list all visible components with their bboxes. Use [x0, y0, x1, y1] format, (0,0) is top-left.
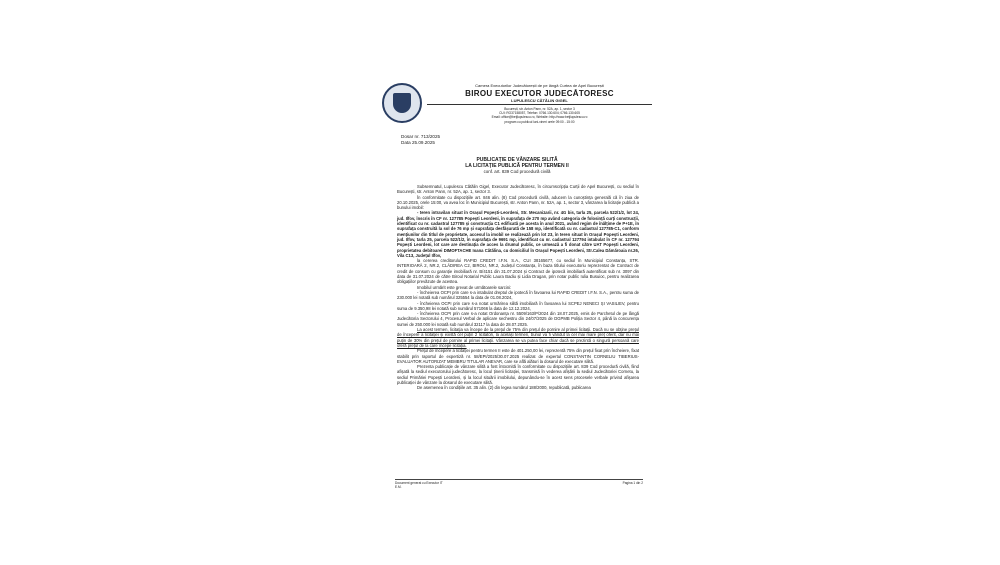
paragraph-auction-terms: La acest termen, licitația va începe de la prețul de 75% din prețul de pornire al primei licitații. Dacă nu se obține prețul de începere a licitației și există cel puțin 2 licitatori, la același termen, bunul va fi vândut la cel mai mare preț oferit, dar nu mai puțin de 30% din prețul de pornire al primei licitații. Vânzarea se va putea face chiar dacă se prezintă o singură persoană care oferă prețul de la care începe licitația.: [397, 327, 639, 348]
address-line: program cu publicul luni-vineri orele 09:00 - 15:00: [504, 119, 575, 124]
paragraph: Imobilul urmărit este grevat de următoarele sarcini:: [417, 284, 512, 290]
paragraph: Prezenta publicație de vânzare silită a fost întocmită în conformitate cu dispozițiile art. 839 Cod procedură civilă, fiind afișată la sediul executorului judecătoresc, la locul ținerii licitației, transmisă în vederea afișării la sediul Judecătoriei Cornetu, la sediul Primăriei Popești Leordeni, și la locul situării imobilului, depunându-se în acest sens procesele verbale privind afișarea publicației de vânzare la dosarul de executare silită.: [397, 364, 639, 385]
header-divider: [427, 104, 652, 105]
footer-divider: [395, 479, 643, 480]
paragraph-property: - teren intravilan situat în Orașul Popești-Leordeni, Str. Mecanizarii, nr. 4G bis, tarla 25, parcela 522/1/2, lot 24, jud. Ilfov, înscris în CF nr. 127785 Popești Leordeni, în suprafața de 270 mp având categoria de folosință curți construcții, identificat cu nr. cadastral 127785 și construcția C1 edificată pe acesta în anul 2021, având regim de înălțime de P+1E, în suprafața construită la sol de 76 mp și suprafața desfășurată de 158 mp, identificată cu nr. cadastral 127785-C1, conform mențiunilor din titlul de proprietate, accesul la imobil se realizează prin lot 23, în teren situat în Orașul Popești Leordeni, jud. Ilfov, tarla 25, parcela 522/1/2, în suprafața de 9691 mp, identificat cu nr. cadastral 127794 intabulat în CF nr. 127794 Popești Leordeni, lot care are destinația de acces la drumul public, ce urmează a fi donat către UAT Popești Leordeni, proprietatea debitoarei DIMOFTACHE Ioana Cătălina, cu domiciliul în Orașul Popești Leordeni, Str.Calea Dămăroaia nr.26, Vila C13, Județul Ilfov,: [397, 210, 639, 258]
paragraph: la cererea creditorului RAPID CREDIT I.F.N. S.A., CUI 38165677, cu sediul în Municipiul Constanța, STR. INTERIOARĂ 2, NR.2, CLĂDIREA C2, BIROU, NR.2, Județul Constanța, în baza titlului executoriu reprezentat de Contract de credit de consum cu garanție imobiliară nr. B/4151 din 31.07.2024 și Contract de ipotecă imobiliară autentificat sub nr. 3097 din data de 31.07.2024 de către Biroul Notarial Public Laura Badiu și Lidia Dragan, prin notar public Iulia Busuioc, pentru realizarea obligațiilor prevăzute de acestea.: [397, 258, 639, 285]
footer-left: [395, 481, 443, 489]
footer-initials: E.M.: [395, 485, 402, 489]
title-line-2: LA LICITAȚIE PUBLICĂ PENTRU TERMEN II: [465, 163, 569, 170]
case-meta: [401, 134, 440, 146]
office-address: [427, 107, 652, 124]
document-body: [397, 184, 639, 391]
paragraph: - încheierea OCPI prin care s-a intabulat dreptul de ipotecă în favoarea lui RAPID CREDIT I.F.N. S.A., pentru suma de 230.000 lei notată sub numărul 325554 la data de 01.08.2024,: [397, 289, 639, 301]
paragraph: De asemenea în condițiile art. 35 alin. (2) din legea numărul 188/2000, republicată, publicarea: [417, 385, 591, 391]
address-line: CUI: RO37158057, Telefon: 0766.130.604; 0766.130.605: [499, 111, 580, 116]
address-line: București, str. Anton Pann, nr. 52A, ap. 1, sector 3: [504, 107, 575, 111]
document-title: [397, 157, 637, 176]
case-date: Data 25.09.2025: [401, 140, 435, 145]
paragraph: Subsemnatul, Lupulescu Cătălin Gigel, Executor Judecătoresc, în circumscripția Curții de Apel București, cu sediul în București, str. Anton Pann, nr. 52A, ap. 1, sector 3.: [397, 184, 639, 195]
document-page: [377, 80, 657, 490]
paragraph: - încheierea OCPI prin care s-a notat Ordonanța nr. 5509/163/P/2024 din 18.07.2025, emis de Parchetul de pe lângă Judecătoria Sectorului 4, Procesul Verbal de aplicare sechestru din 24/07/2025 de DGPMB Poliția Sector 4, până la concurența sumei de 250.000 lei notată sub numărul 32117 la data de 28.07.2025.: [397, 311, 639, 327]
executor-name: LUPULESCU CĂTĂLIN GIGEL: [511, 98, 568, 103]
chamber-name: Camera Executorilor Judecătorești de pe lângă Curtea de Apel București: [475, 83, 604, 88]
paragraph: - încheierea OCPI prin care s-a notat urmărirea silită imobiliară în favoarea lui SCPEJ NENECI ȘI VASILIEV, pentru suma de 9.350,98 lei notată sub numărul 571066 la data de 12.12.2024,: [397, 300, 639, 311]
title-line-1: PUBLICAȚIE DE VÂNZARE SILITĂ: [476, 157, 558, 163]
footer-generator: Document generat cu Executor IT: [395, 481, 443, 485]
paragraph: În conformitate cu dispozițiile art. 846 alin. (8) Cod procedură civilă, aducem la cunoștința generală că în ziua de 20.10.2025, orele 15:00, va avea loc în Municipiul București, str. Anton Pann, nr. 52A, ap. 1, sector 3, vânzarea la licitație publică a bunului imobil:: [397, 194, 639, 211]
coat-of-arms-logo: [382, 83, 422, 123]
case-number: Dosar nr. 713/2025: [401, 134, 441, 139]
address-line: Email: office@betjlupulescu.ro, Website: http://www.betjlupulescu.ro: [491, 115, 588, 120]
page-number: Pagina 1 din 2: [622, 481, 643, 485]
office-name: BIROU EXECUTOR JUDECĂTORESC: [465, 89, 614, 98]
paragraph-price: Prețul de începere a licitației pentru termen II este de 401.250,00 lei, reprezentă 75% din prețul fixat prin încheiere, fixat stabilit prin raportul de expertiză nr. 58/EPI/2025/30.07.2025 realizat de expertul CONSTANTIN CORNELIU TIBERIUS-EVALUATOR AUTORIZAT MEMBRU TITULAR ANEVAR, care se află alături la dosarul de executare silită.: [397, 348, 639, 364]
title-legal-basis: conf. art. 839 Cod procedură civilă: [483, 169, 551, 175]
